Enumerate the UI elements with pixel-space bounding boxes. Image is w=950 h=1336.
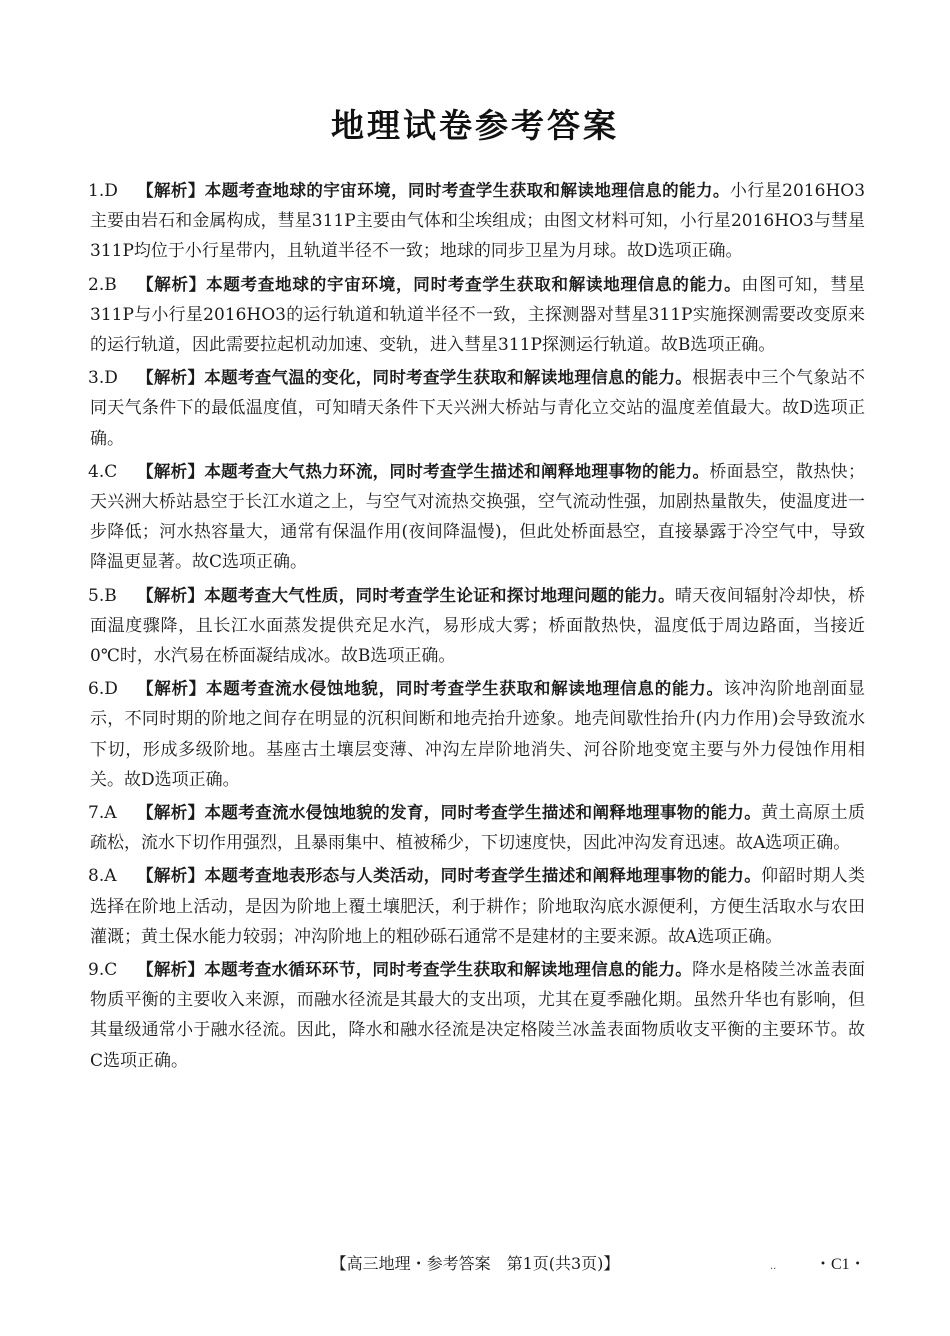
answer-body (90, 674, 865, 795)
answer-body (90, 955, 865, 1076)
analysis-tag: 【解析】 (137, 274, 207, 294)
analysis-lead: 本题考查水循环环节，同时考查学生获取和解读地理信息的能力。 (204, 960, 693, 980)
answer-number: 4.C (88, 461, 118, 482)
answer-number: 6.D (88, 679, 118, 700)
footer-page-info: 【高三地理・参考答案 第1页(共3页)】 (330, 1254, 620, 1273)
analysis-lead: 本题考查流水侵蚀地貌的发育，同时考查学生描述和阐释地理事物的能力。 (204, 803, 762, 823)
analysis-text: 降水是格陵兰冰盖表面物质平衡的主要收入来源，而融水径流是其最大的支出项，尤其在夏季融化期。虽然升华也有影响，但其量级通常小于融水径流。因此，降水和融水径流是决定格陵兰冰盖表面物质收支平衡的主要环节。故C选项正确。 (90, 960, 866, 1071)
analysis-tag: 【解析】 (137, 866, 205, 886)
answer-body (90, 581, 865, 672)
analysis-tag: 【解析】 (137, 803, 205, 823)
answer-number: 3.D (88, 368, 118, 389)
answer-number: 2.B (88, 274, 117, 295)
analysis-text: 该冲沟阶地剖面显示，不同时期的阶地之间存在明显的沉积间断和地壳抬升迹象。地壳间歇性抬升(内力作用)会导致流水下切，形成多级阶地。基座古土壤层变薄、冲沟左岸阶地消失、河谷阶地变宽主要与外力侵蚀作用相关。故D选项正确。 (90, 679, 866, 790)
answer-item-7 (90, 798, 865, 858)
analysis-lead: 本题考查地表形态与人类活动，同时考查学生描述和阐释地理事物的能力。 (204, 866, 762, 886)
answer-item-8 (90, 861, 865, 952)
answer-list (90, 176, 865, 1079)
answer-item-2 (90, 270, 865, 361)
answer-body (90, 798, 865, 858)
analysis-tag: 【解析】 (137, 461, 205, 481)
analysis-text: 由图可知，彗星311P与小行星2016HO3的运行轨道和轨道半径不一致，主探测器对彗星311P实施探测需要改变原来的运行轨道，因此需要拉起机动加速、变轨，进入彗星311P探测运行轨道。故B选项正确。 (90, 274, 866, 356)
answer-body (90, 861, 865, 952)
footer-mark: .. (770, 1261, 777, 1272)
answer-item-6 (90, 674, 865, 795)
answer-body (90, 457, 865, 578)
answer-number: 5.B (88, 585, 117, 606)
analysis-tag: 【解析】 (137, 960, 205, 980)
analysis-lead: 本题考查气温的变化，同时考查学生获取和解读地理信息的能力。 (204, 368, 693, 388)
analysis-tag: 【解析】 (137, 679, 207, 699)
answer-item-1 (90, 176, 865, 267)
answer-body (90, 270, 865, 361)
answer-number: 9.C (88, 960, 118, 981)
answer-number: 8.A (88, 866, 117, 887)
analysis-lead: 本题考查大气性质，同时考查学生论证和探讨地理问题的能力。 (204, 585, 675, 605)
analysis-lead: 本题考查地球的宇宙环境，同时考查学生获取和解读地理信息的能力。 (206, 274, 742, 294)
analysis-text: 桥面悬空，散热快；天兴洲大桥站悬空于长江水道之上，与空气对流热交换强，空气流动性强，加剧热量散失，使温度进一步降低；河水热容量大，通常有保温作用(夜间降温慢)，但此处桥面悬空，直接暴露于冷空气中，导致降温更显著。故C选项正确。 (90, 461, 866, 573)
answer-item-5 (90, 581, 865, 672)
analysis-text: 小行星2016HO3主要由岩石和金属构成，彗星311P主要由气体和尘埃组成；由图文材料可知，小行星2016HO3与彗星311P均位于小行星带内，且轨道半径不一致；地球的同步卫星为月球。故D选项正确。 (90, 181, 866, 262)
page-title: 地理试卷参考答案 (331, 106, 619, 145)
analysis-text: 仰韶时期人类选择在阶地上活动，是因为阶地上覆土壤肥沃，利于耕作；阶地取沟底水源便利，方便生活取水与农田灌溉；黄土保水能力较弱；冲沟阶地上的粗砂砾石通常不是建材的主要来源。故A选项正确。 (90, 866, 866, 947)
analysis-tag: 【解析】 (137, 181, 205, 200)
analysis-text: 黄土高原土质疏松，流水下切作用强烈，且暴雨集中、植被稀少，下切速度快，因此冲沟发育迅速。故A选项正确。 (90, 803, 866, 854)
analysis-lead: 本题考查大气热力环流，同时考查学生描述和阐释地理事物的能力。 (204, 461, 710, 481)
analysis-tag: 【解析】 (137, 368, 205, 388)
answer-item-4 (90, 457, 865, 578)
answer-number: 7.A (88, 803, 117, 824)
analysis-text: 晴天夜间辐射冷却快，桥面温度骤降，且长江水面蒸发提供充足水汽，易形成大雾；桥面散热快，温度低于周边路面，当接近0℃时，水汽易在桥面凝结成冰。故B选项正确。 (90, 585, 866, 667)
footer-code: ・C1・ (815, 1256, 866, 1273)
answer-body (90, 176, 865, 267)
analysis-text: 根据表中三个气象站不同天气条件下的最低温度值，可知晴天条件下天兴洲大桥站与青化立交站的温度差值最大。故D选项正确。 (90, 368, 866, 449)
analysis-lead: 本题考查地球的宇宙环境，同时考查学生获取和解读地理信息的能力。 (204, 181, 730, 200)
analysis-tag: 【解析】 (137, 585, 205, 605)
analysis-lead: 本题考查流水侵蚀地貌，同时考查学生获取和解读地理信息的能力。 (206, 679, 724, 699)
answer-item-3 (90, 363, 865, 454)
page-footer (0, 1251, 950, 1273)
answer-item-9 (90, 955, 865, 1076)
answer-number: 1.D (88, 181, 118, 201)
answer-body (90, 363, 865, 454)
